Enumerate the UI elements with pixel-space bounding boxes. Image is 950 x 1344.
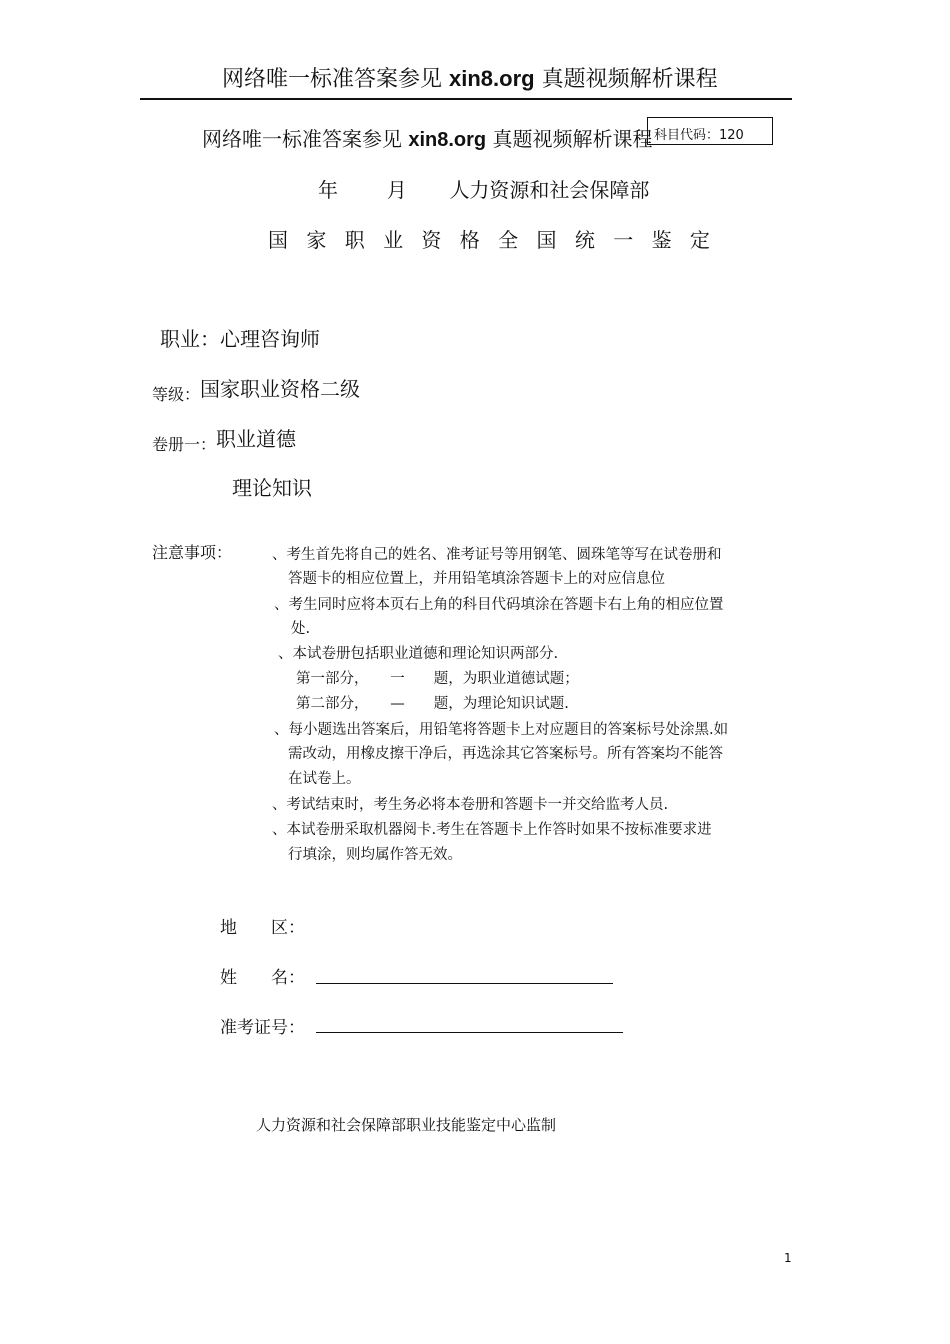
level-row xyxy=(152,373,360,402)
header-text-1: 网络唯一标准答案参见 xyxy=(222,67,449,92)
subject-code-box xyxy=(647,117,773,145)
page-number: 1 xyxy=(784,1251,792,1265)
notice-line: 、考生首先将自己的姓名、准考证号等用钢笔、圆珠笔等写在试卷册和 xyxy=(272,547,722,563)
header-text-2: 真题视频解析课程 xyxy=(534,67,718,92)
volume-value: 职业道德 xyxy=(216,427,297,451)
title-text-1: 网络唯一标准答案参见 xyxy=(202,127,409,151)
notice-line: 第二部分， — 题，为理论知识试题. xyxy=(296,696,569,712)
volume-label: 卷册一： xyxy=(152,435,217,454)
occupation-value: 心理咨询师 xyxy=(220,327,320,351)
notice-line: 在试卷上。 xyxy=(288,771,361,787)
notice-line: 第一部分， 一 题，为职业道德试题； xyxy=(296,671,579,687)
header-site: xin8.org xyxy=(449,66,535,91)
ticket-number-field[interactable] xyxy=(316,1032,623,1033)
notice-line: 处. xyxy=(291,621,311,637)
notice-line: 、每小题选出答案后，用铅笔将答题卡上对应题目的答案标号处涂黑.如 xyxy=(274,722,729,738)
occupation-label: 职业： xyxy=(160,327,220,351)
page-header xyxy=(222,62,718,93)
name-label: 姓 名： xyxy=(220,968,305,988)
exam-title: 国 家 职 业 资 格 全 国 统 一 鉴 定 xyxy=(268,228,716,252)
name-field[interactable] xyxy=(316,983,613,984)
notice-line: 答题卡的相应位置上，并用铅笔填涂答题卡上的对应信息位 xyxy=(288,571,665,587)
notice-line: 、考生同时应将本页右上角的科目代码填涂在答题卡右上角的相应位置 xyxy=(274,597,724,613)
notice-line: 行填涂，则均属作答无效。 xyxy=(288,847,462,863)
notice-line: 需改动，用橡皮擦干净后，再选涂其它答案标号。所有答案均不能答 xyxy=(288,746,723,762)
notice-line: 、考试结束时，考生务必将本卷册和答题卡一并交给监考人员. xyxy=(272,797,669,813)
month-label: 月 xyxy=(386,178,407,202)
title-line xyxy=(202,123,653,152)
notice-line: 、本试卷册采取机器阅卡.考生在答题卡上作答时如果不按标准要求进 xyxy=(272,822,712,838)
header-divider xyxy=(140,98,792,100)
footer-org: 人力资源和社会保障部职业技能鉴定中心监制 xyxy=(256,1116,557,1134)
title-text-2: 真题视频解析课程 xyxy=(486,127,653,151)
title-site: xin8.org xyxy=(408,129,487,151)
year-label: 年 xyxy=(318,178,338,202)
region-label: 地 区： xyxy=(220,918,305,938)
notice-line: 、本试卷册包括职业道德和理论知识两部分. xyxy=(278,646,559,662)
volume-row xyxy=(152,423,296,452)
notice-label: 注意事项： xyxy=(152,543,233,562)
date-authority-line xyxy=(318,174,649,203)
volume-extra: 理论知识 xyxy=(232,476,312,500)
level-label: 等级： xyxy=(152,385,201,404)
level-value: 国家职业资格二级 xyxy=(200,377,361,401)
occupation-row xyxy=(160,323,320,352)
ticket-label: 准考证号： xyxy=(220,1018,305,1038)
subject-code: 科目代码：120 xyxy=(654,128,744,143)
authority-name: 人力资源和社会保障部 xyxy=(449,178,650,202)
